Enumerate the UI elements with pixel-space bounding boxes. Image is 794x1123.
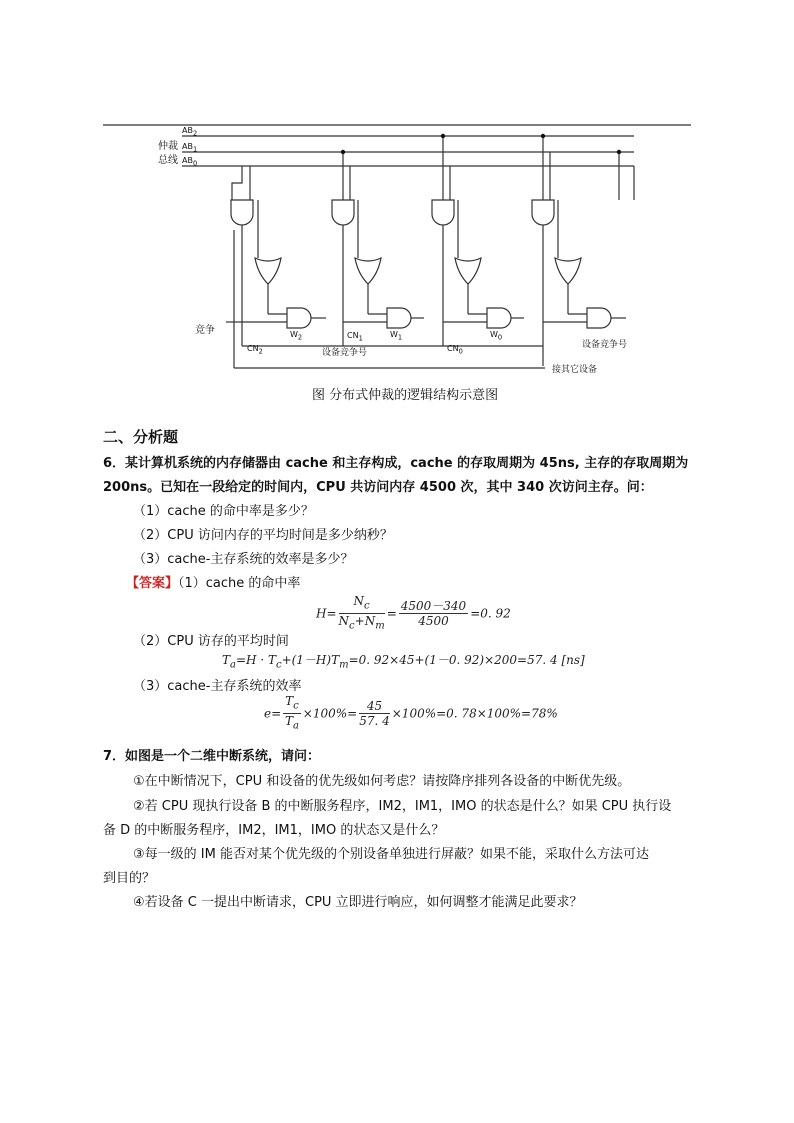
w-label: $W_0$	[490, 330, 503, 342]
bus-title-2: 总线	[158, 155, 178, 166]
q7-p3b: 到目的？	[103, 871, 156, 886]
formula-efficiency: e= $\frac{T_c}{T_a}$ ×100%= $\frac{45}{57. 4}$ ×100%=0. 78×100%=78%	[264, 694, 558, 732]
formula-avg-time: $T_a=H \cdot T_c+(1-H)T_m=0$. 92×45+(1－0. 92)×200=57. 4 [ns]	[222, 653, 585, 671]
section-title: 二、分析题	[103, 428, 179, 446]
q7-p4: ④若设备 C 一提出中断请求，CPU 立即进行响应，如何调整才能满足此要求？	[133, 895, 583, 910]
q7-p3a: ③每一级的 IM 能否对某个优先级的个别设备单独进行屏蔽？如果不能，采取什么方法可达	[133, 847, 649, 862]
cn-label: $CN_0$	[447, 344, 463, 356]
answer-line1: 【答案】（1）cache 的命中率	[126, 576, 301, 591]
figure-caption: 图 分布式仲裁的逻辑结构示意图	[312, 388, 499, 403]
cn-label: $CN_1$	[347, 331, 363, 343]
bus-line-label: $AB_0$	[182, 156, 198, 168]
q7-line1: 7．如图是一个二维中断系统，请问：	[103, 749, 321, 764]
formula-hit-rate: H= $\frac{N_c}{N_c+N_m}$ = $\frac{4500-340}{4500}$ =0. 92	[316, 594, 511, 632]
answer-line2: （2）CPU 访存的平均时间	[133, 634, 289, 649]
device-compete-label: 设备竞争号	[322, 348, 368, 358]
bus-line-label: $AB_1$	[182, 142, 198, 154]
bus-title-1: 仲裁	[158, 141, 178, 152]
q7-p2b: 备 D 的中断服务程序，IM2，IM1，IMO 的状态又是什么？	[103, 823, 445, 838]
compete-label: 竞争	[195, 325, 215, 336]
q6-sub3: （3）cache-主存系统的效率是多少？	[133, 552, 354, 567]
q7-p1: ①在中断情况下，CPU 和设备的优先级如何考虑？请按降序排列各设备的中断优先级。	[133, 774, 631, 789]
q7-p2a: ②若 CPU 现执行设备 B 的中断服务程序，IM2，IM1，IMO 的状态是什么？如果 CPU 执行设	[133, 799, 672, 814]
device-compete-label: 设备竞争号	[582, 340, 628, 350]
bus-line-label: $AB_2$	[182, 126, 198, 138]
w-label: $W_2$	[290, 330, 303, 342]
q6-sub1: （1）cache 的命中率是多少？	[133, 504, 314, 519]
arbitration-diagram	[0, 0, 794, 380]
answer-line3: （3）cache-主存系统的效率	[133, 679, 302, 694]
answer-tag: 【答案】	[126, 576, 179, 591]
connect-other-label: 接其它设备	[552, 365, 598, 375]
w-label: $W_1$	[390, 330, 403, 342]
q6-sub2: （2）CPU 访问内存的平均时间是多少纳秒？	[133, 528, 393, 543]
q6-line2: 200ns。已知在一段给定的时间内，CPU 共访问内存 4500 次，其中 340 次访问主存。问：	[103, 480, 653, 495]
cn-label: $CN_2$	[247, 344, 263, 356]
q6-line1: 6．某计算机系统的内存储器由 cache 和主存构成，cache 的存取周期为 45ns, 主存的存取周期为	[103, 456, 689, 471]
